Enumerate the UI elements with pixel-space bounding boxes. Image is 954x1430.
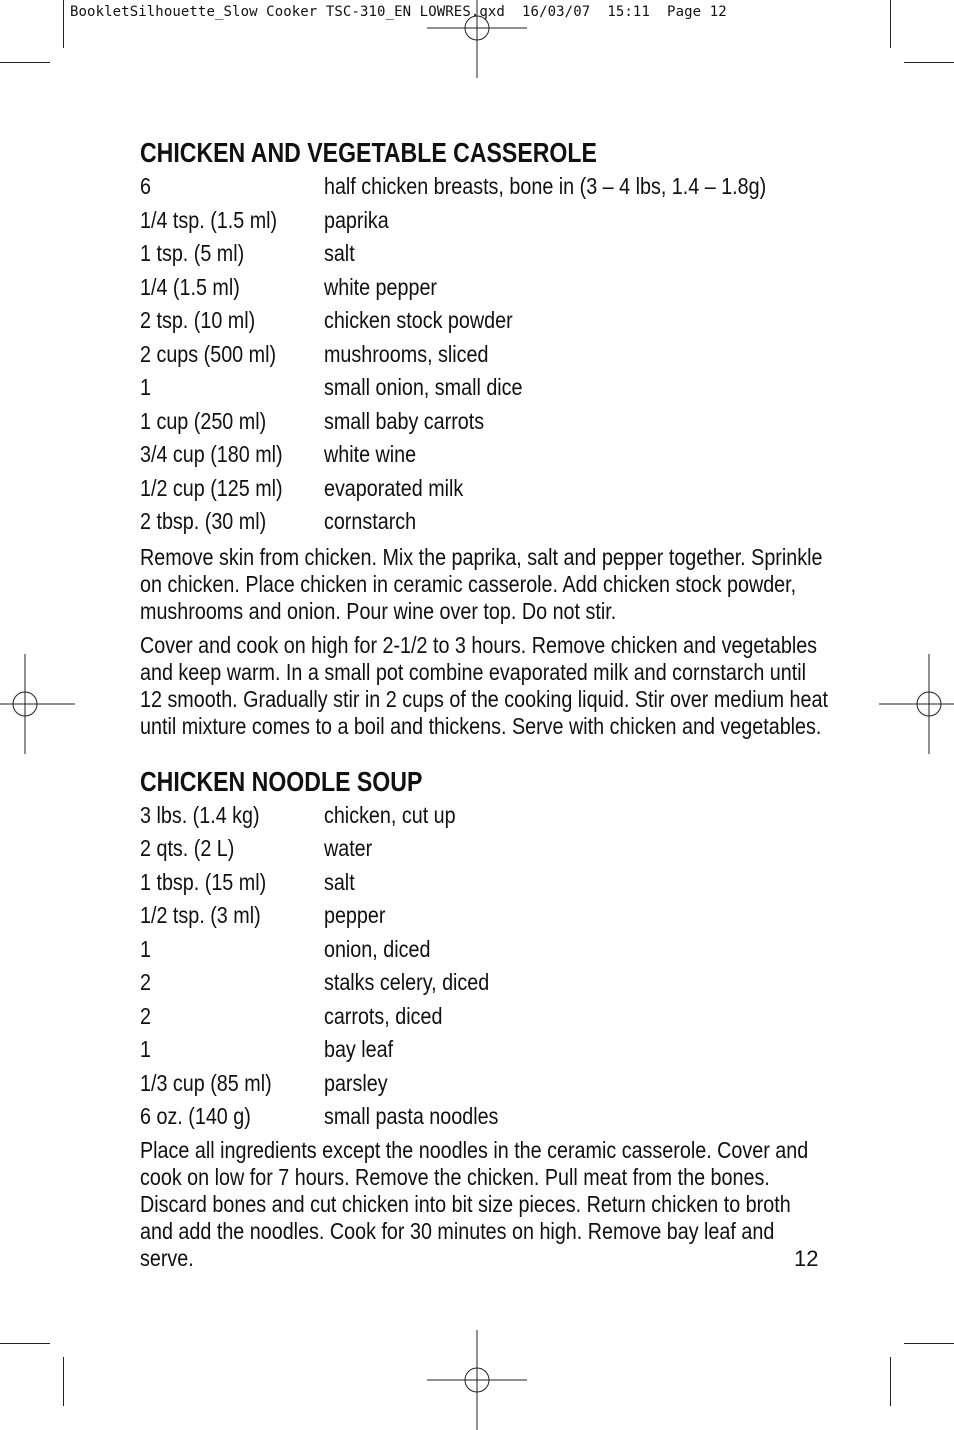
registration-mark-icon <box>0 654 75 754</box>
ingredient-qty: 1/4 (1.5 ml) <box>140 273 240 300</box>
ingredient-item: chicken, cut up <box>323 801 456 828</box>
page-number: 12 <box>794 1246 819 1271</box>
ingredient-qty: 1 <box>140 935 151 962</box>
recipe-instructions: Cover and cook on high for 2-1/2 to 3 hours. Remove chicken and vegetables and keep warm. In a small pot combine evaporated milk and cornstarch until 12 smooth. Gradually stir in 2 cups of the cooking liquid. Stir over medium heat until mixture comes to a boil and thickens. Serve with chicken and vegetables. <box>140 631 828 739</box>
registration-mark-icon <box>427 1330 527 1430</box>
crop-mark <box>890 1357 891 1406</box>
ingredient-item: water <box>323 835 373 861</box>
ingredient-item: paprika <box>323 206 389 233</box>
ingredient-item: onion, diced <box>323 935 431 962</box>
ingredient-qty: 2 qts. (2 L) <box>140 835 235 861</box>
ingredient-row <box>140 1000 828 1034</box>
slug-time: 15:11 <box>607 4 650 20</box>
ingredient-qty: 1/4 tsp. (1.5 ml) <box>140 206 278 233</box>
recipe-page <box>140 136 830 1272</box>
crop-mark <box>890 0 891 48</box>
ingredient-item: salt <box>323 240 355 266</box>
ingredient-qty: 1 cup (250 ml) <box>140 407 267 434</box>
ingredient-item: bay leaf <box>323 1036 394 1062</box>
ingredient-item: small onion, small dice <box>323 374 523 400</box>
ingredient-row <box>140 472 828 506</box>
crop-mark <box>904 62 954 63</box>
ingredient-row <box>140 438 828 472</box>
ingredient-row <box>140 1033 828 1067</box>
ingredient-qty: 2 tbsp. (30 ml) <box>140 508 267 534</box>
recipe-instructions: Place all ingredients except the noodles in the ceramic casserole. Cover and cook on low for 7 hours. Remove the chicken. Pull meat from the bones. Discard bones and cut chicken into bit size pieces. Return chicken to broth and add the noodles. Cook for 30 minutes on high. Remove bay leaf and serve. <box>140 1136 809 1271</box>
ingredient-item: small pasta noodles <box>323 1103 499 1129</box>
ingredient-item: white wine <box>323 441 417 467</box>
crop-mark <box>63 1357 64 1406</box>
ingredient-item: stalks celery, diced <box>323 969 490 995</box>
recipe-instructions: Remove skin from chicken. Mix the paprika, salt and pepper together. Sprinkle on chicken. Place chicken in ceramic casserole. Add chicken stock powder, mushrooms and onion. Pour wine over top. Do not stir. <box>140 543 823 624</box>
slug-filename: BookletSilhouette_Slow Cooker TSC-310_EN LOWRES.qxd <box>70 4 505 20</box>
registration-mark-icon <box>879 654 954 754</box>
ingredient-item: evaporated milk <box>323 474 464 501</box>
ingredient-qty: 2 <box>140 1002 151 1029</box>
ingredient-item: small baby carrots <box>323 407 485 434</box>
ingredient-qty: 2 <box>140 969 151 995</box>
recipe-chicken-noodle-soup <box>140 765 828 1272</box>
ingredient-qty: 3 lbs. (1.4 kg) <box>140 801 260 828</box>
ingredient-qty: 1 tbsp. (15 ml) <box>140 868 267 895</box>
ingredient-item: mushrooms, sliced <box>323 340 489 367</box>
ingredient-item: salt <box>323 868 355 895</box>
slug-date: 16/03/07 <box>522 4 591 20</box>
ingredient-qty: 1 <box>140 374 151 400</box>
ingredient-qty: 1 <box>140 1036 151 1062</box>
crop-mark <box>904 1343 954 1344</box>
printer-slug <box>70 4 727 20</box>
registration-mark-icon <box>427 0 527 78</box>
ingredient-item: cornstarch <box>323 508 417 534</box>
ingredient-item: half chicken breasts, bone in (3 – 4 lbs, 1.4 – 1.8g) <box>323 173 767 199</box>
ingredient-qty: 2 tsp. (10 ml) <box>140 307 256 333</box>
crop-mark <box>0 62 50 63</box>
ingredient-qty: 1/2 tsp. (3 ml) <box>140 902 261 928</box>
crop-mark <box>0 1343 50 1344</box>
ingredient-qty: 3/4 cup (180 ml) <box>140 441 283 467</box>
ingredient-row <box>140 966 828 1000</box>
ingredient-qty: 6 oz. (140 g) <box>140 1103 251 1129</box>
ingredient-qty: 1/3 cup (85 ml) <box>140 1069 272 1096</box>
ingredient-row <box>140 899 828 933</box>
ingredient-item: carrots, diced <box>323 1002 443 1029</box>
ingredient-row <box>140 1100 828 1134</box>
ingredient-row <box>140 338 828 372</box>
ingredient-row <box>140 866 828 900</box>
crop-mark <box>63 0 64 48</box>
ingredient-row <box>140 933 828 967</box>
ingredient-row <box>140 271 828 305</box>
recipe-title: CHICKEN AND VEGETABLE CASSEROLE <box>140 137 597 168</box>
ingredient-qty: 1 tsp. (5 ml) <box>140 240 245 266</box>
ingredient-row <box>140 170 828 204</box>
recipe-title: CHICKEN NOODLE SOUP <box>140 765 423 797</box>
ingredient-row <box>140 799 828 833</box>
slug-page: Page 12 <box>667 4 727 20</box>
ingredient-item: white pepper <box>323 273 438 300</box>
ingredient-row <box>140 1067 828 1101</box>
ingredient-row <box>140 304 828 338</box>
ingredient-list <box>140 799 828 1134</box>
ingredient-row <box>140 204 828 238</box>
ingredient-qty: 1/2 cup (125 ml) <box>140 474 283 501</box>
ingredient-qty: 2 cups (500 ml) <box>140 340 277 367</box>
ingredient-list <box>140 170 828 539</box>
ingredient-item: pepper <box>323 902 386 928</box>
ingredient-row <box>140 405 828 439</box>
recipe-column <box>140 136 828 1272</box>
recipe-chicken-vegetable-casserole <box>140 136 828 740</box>
ingredient-qty: 6 <box>140 173 151 199</box>
ingredient-item: chicken stock powder <box>323 307 513 333</box>
ingredient-row <box>140 371 828 405</box>
ingredient-row <box>140 505 828 539</box>
ingredient-row <box>140 832 828 866</box>
ingredient-item: parsley <box>323 1069 388 1096</box>
ingredient-row <box>140 237 828 271</box>
